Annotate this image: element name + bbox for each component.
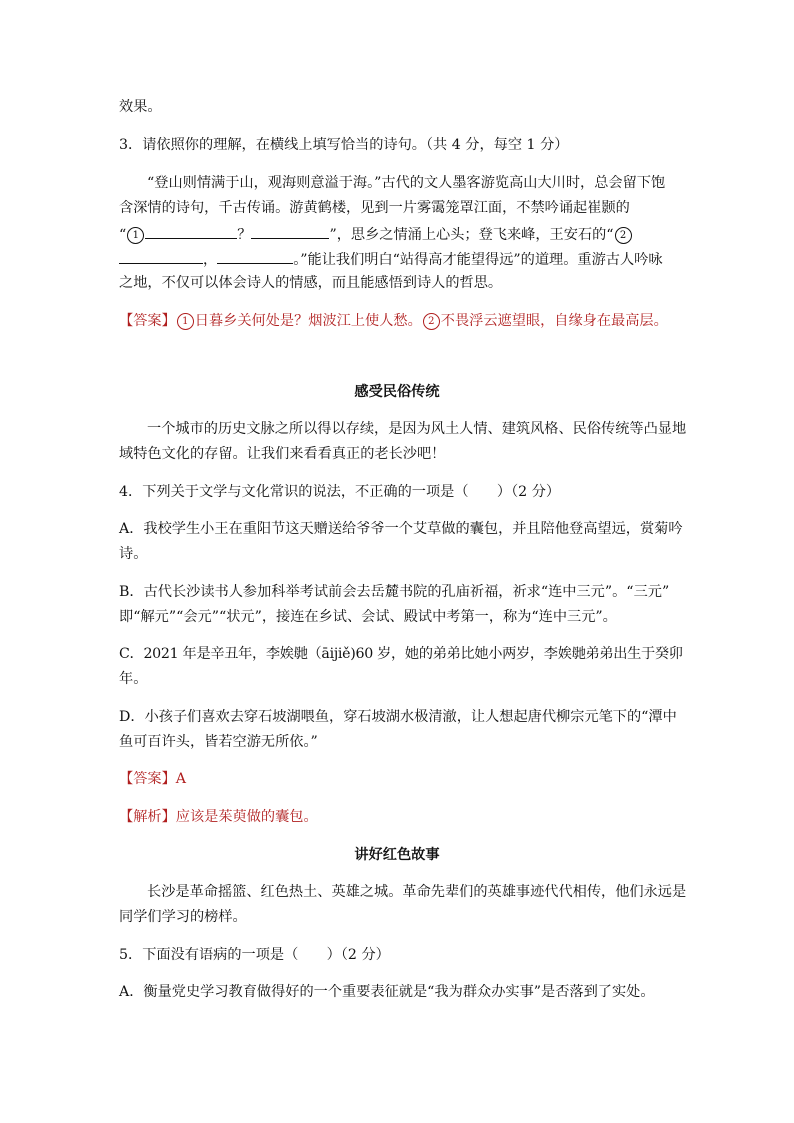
option-b: B．古代长沙读书人参加科举考试前会去岳麓书院的孔庙祈福，祈求“连中三元”。“三元” [119, 584, 670, 600]
section-heading: 感受民俗传统 [354, 384, 440, 400]
paragraph-line: 含深情的诗句，千古传诵。游黄鹤楼，见到一片雾霭笼罩江面，不禁吟诵起崔颢的 [119, 200, 630, 216]
option-a: A．我校学生小王在重阳节这天赠送给爷爷一个艾草做的囊包，并且陪他登高望远，赏菊吟 [119, 521, 683, 537]
fill-blank-line-1: “ 1 ？ ”，思乡之情涌上心头；登飞来峰，王安石的“ 2 [119, 223, 633, 245]
paragraph-line: 同学们学习的榜样。 [119, 909, 247, 925]
circled-number-1: 1 [177, 313, 194, 330]
circled-number-2: 2 [423, 313, 440, 330]
circled-number-2: 2 [615, 227, 632, 244]
answer-text: A [175, 771, 187, 787]
answer-line-q3 [119, 311, 668, 331]
answer-label: 【答案】 [119, 771, 176, 787]
option-d-cont: 鱼可百许头，皆若空游无所依。” [119, 734, 318, 750]
paragraph-line: 之地，不仅可以体会诗人的情感，而且能感悟到诗人的哲思。 [119, 275, 503, 291]
option-d: D．小孩子们喜欢去穿石坡湖喂鱼，穿石坡湖水极清澈，让人想起唐代柳宗元笔下的“潭中 [119, 709, 677, 725]
option-a-cont: 诗。 [119, 546, 148, 562]
answer-label: 【答案】 [119, 313, 176, 329]
paragraph-line: 长沙是革命摇篮、红色热土、英雄之城。革命先辈们的英雄事迹代代相传，他们永远是 [147, 884, 687, 900]
question-5: 5．下面没有语病的一项是（ ）（2 分） [119, 947, 390, 963]
option-c: C．2021 年是辛丑年，李娭毑（āijiě)60 岁，她的弟弟比她小两岁，李娭毑弟弟出生于癸卯 [119, 646, 683, 662]
paragraph-line: 效果。 [119, 99, 162, 115]
answer-line-q4 [119, 769, 186, 789]
circled-number-1: 1 [127, 227, 144, 244]
paragraph-line: “登山则情满于山，观海则意溢于海。”古代的文人墨客游览高山大川时，总会留下饱 [147, 175, 666, 191]
option-a: A．衡量党史学习教育做得好的一个重要表征就是“我为群众办实事”是否落到了实处。 [119, 984, 655, 1000]
question-3: 3．请依照你的理解，在横线上填写恰当的诗句。（共 4 分，每空 1 分） [119, 137, 569, 153]
analysis-label: 【解析】 [119, 809, 176, 825]
answer-text: 不畏浮云遮望眼，自缘身在最高层。 [440, 313, 668, 329]
answer-blank[interactable] [119, 248, 203, 264]
section-heading: 讲好红色故事 [354, 847, 440, 863]
answer-blank[interactable] [251, 223, 329, 239]
fill-blank-line-2: ， 。”能让我们明白“站得高才能望得远”的道理。重游古人吟咏 [119, 248, 663, 270]
paragraph-line: 一个城市的历史文脉之所以得以存续，是因为风土人情、建筑风格、民俗传统等凸显地 [147, 421, 687, 437]
option-c-cont: 年。 [119, 671, 148, 687]
paragraph-line: 域特色文化的存留。让我们来看看真正的老长沙吧！ [119, 446, 446, 462]
answer-blank[interactable] [145, 223, 237, 239]
option-b-cont: 即“解元”“会元”“状元”，接连在乡试、会试、殿试中考第一，称为“连中三元”。 [119, 609, 617, 625]
answer-text: 日暮乡关何处是？烟波江上使人愁。 [194, 313, 422, 329]
analysis-line-q4 [119, 807, 318, 827]
analysis-text: 应该是茱萸做的囊包。 [175, 809, 318, 825]
answer-blank[interactable] [217, 248, 293, 264]
question-4: 4．下列关于文学与文化常识的说法，不正确的一项是（ ）（2 分） [119, 484, 561, 500]
